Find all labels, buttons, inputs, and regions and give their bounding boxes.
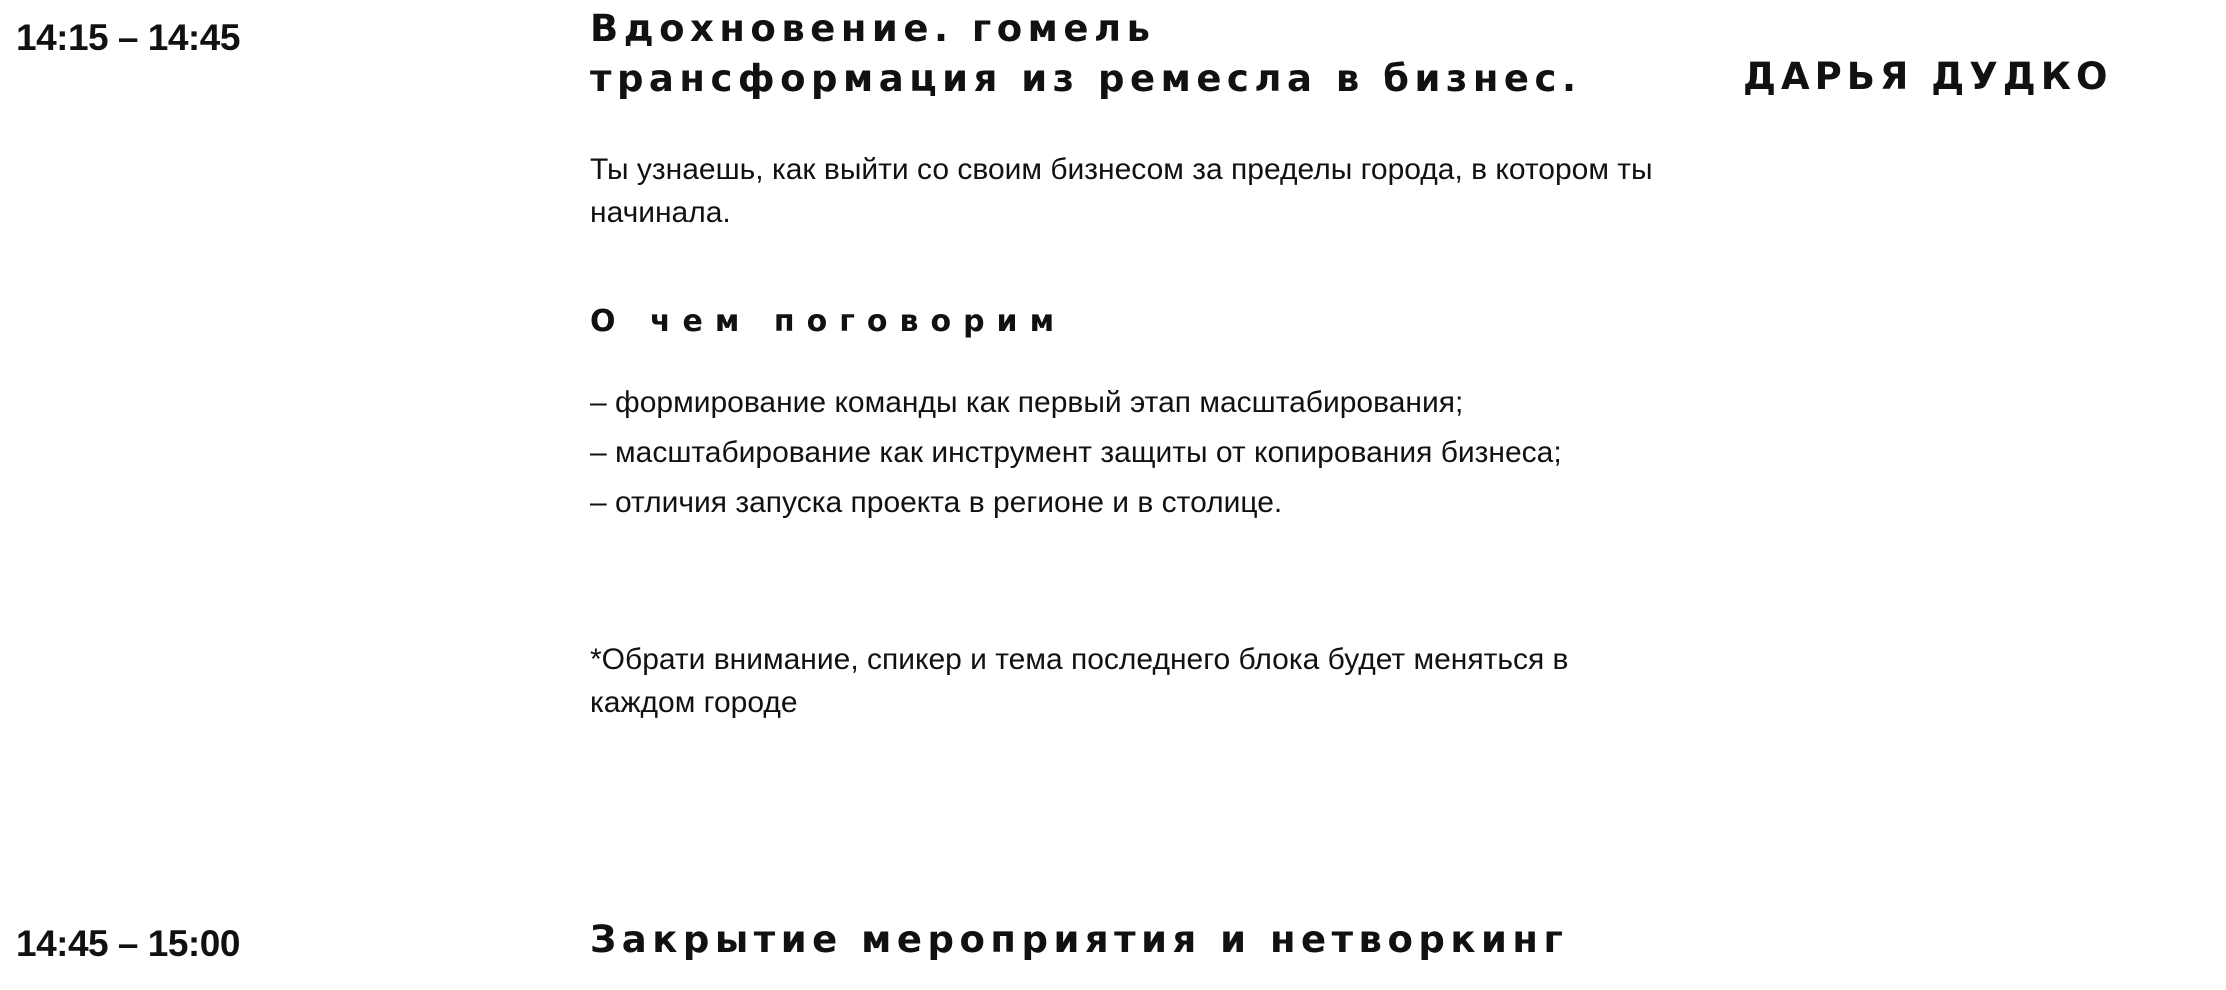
session-title-line: Закрытие мероприятия и нетворкинг	[590, 918, 1569, 961]
session-description: Ты узнаешь, как выйти со своим бизнесом за пределы города, в котором ты начинала.	[590, 153, 1653, 229]
list-item: – отличия запуска проекта в регионе и в столице.	[590, 486, 1283, 519]
speaker-name: ДАРЬЯ ДУДКО	[1743, 55, 2113, 98]
list-item: – масштабирование как инструмент защиты от копирования бизнеса;	[590, 436, 1562, 469]
session-time: 14:15 – 14:45	[16, 17, 240, 58]
session-title	[590, 915, 1568, 965]
topics-heading: О чем поговорим	[590, 304, 1067, 339]
session-title	[590, 4, 1582, 104]
topics-list	[590, 378, 1562, 528]
list-item: – формирование команды как первый этап масштабирования;	[590, 386, 1464, 419]
session-title-line: Вдохновение. гомель	[590, 7, 1156, 50]
session-note: *Обрати внимание, спикер и тема последнего блока будет меняться в каждом городе	[590, 643, 1569, 719]
session-title-line: трансформация из ремесла в бизнес.	[590, 57, 1582, 100]
session-time: 14:45 – 15:00	[16, 923, 240, 964]
